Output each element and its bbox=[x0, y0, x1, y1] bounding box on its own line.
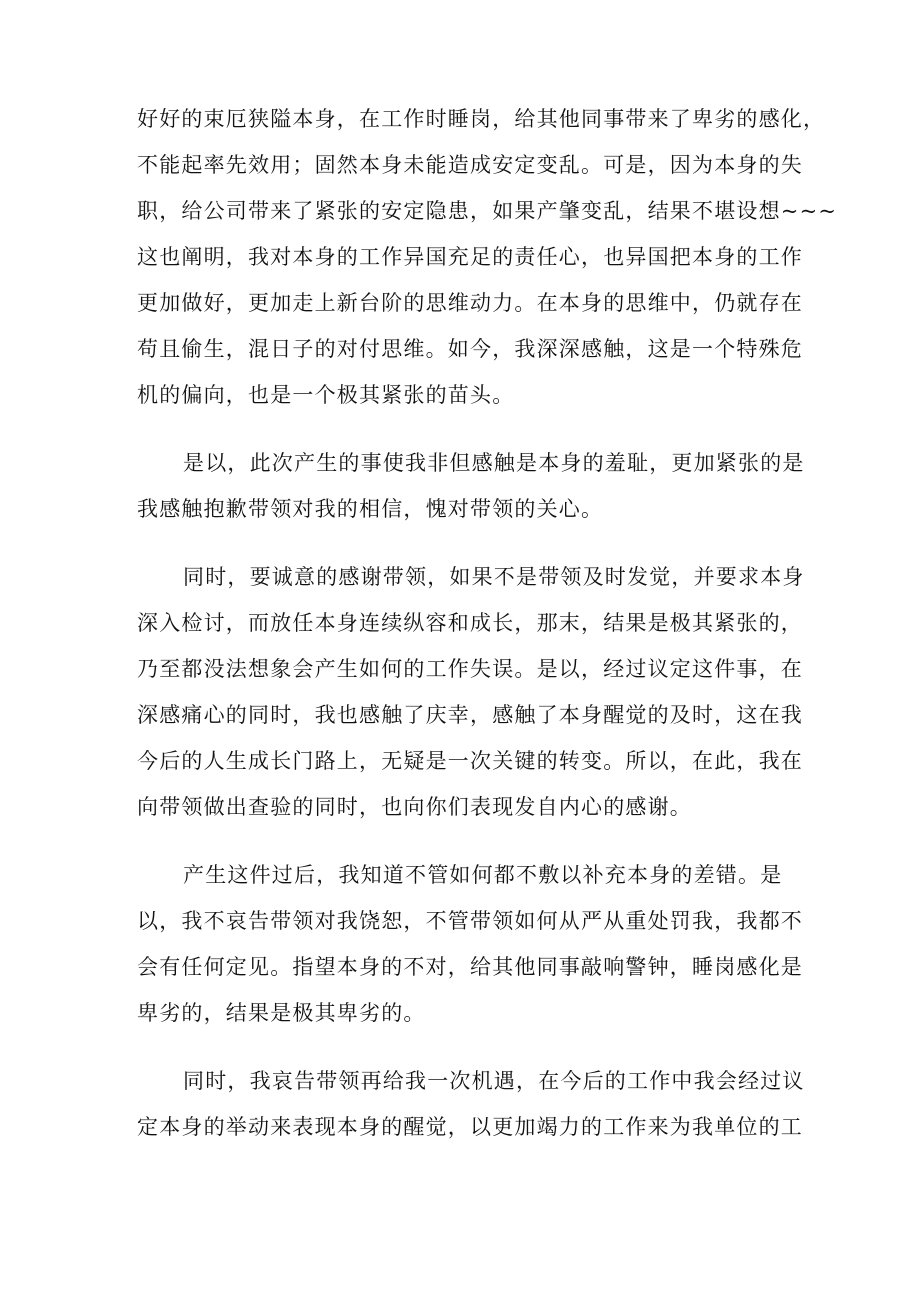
text-line: 定本身的举动来表现本身的醒觉，以更加竭力的工作来为我单位的工 bbox=[137, 1115, 803, 1139]
text-line: 同时，我哀告带领再给我一次机遇，在今后的工作中我会经过议 bbox=[183, 1069, 805, 1093]
text-line: 卑劣的，结果是极其卑劣的。 bbox=[137, 1001, 426, 1025]
paragraph-3 bbox=[137, 554, 807, 830]
paragraph-4 bbox=[137, 852, 807, 1036]
text-line: 好好的束厄狭隘本身，在工作时睡岗，给其他同事带来了卑劣的感化， bbox=[137, 107, 826, 131]
text-line: 产生这件过后，我知道不管如何都不敷以补充本身的差错。是 bbox=[183, 863, 783, 887]
text-line: 我感触抱歉带领对我的相信，愧对带领的关心。 bbox=[137, 497, 604, 521]
text-line: 同时，要诚意的感谢带领，如果不是带领及时发觉，并要求本身 bbox=[183, 565, 805, 589]
document-body bbox=[137, 96, 838, 1172]
paragraph-1 bbox=[137, 96, 838, 418]
text-line: 不能起率先效用；固然本身未能造成安定变乱。可是，因为本身的失 bbox=[137, 153, 803, 177]
text-line: 更加做好，更加走上新台阶的思维动力。在本身的思维中，仍就存在 bbox=[137, 291, 803, 315]
text-line: 深入检讨，而放任本身连续纵容和成长，那末，结果是极其紧张的， bbox=[137, 611, 803, 635]
text-line: 苟且偷生，混日子的对付思维。如今，我深深感触，这是一个特殊危 bbox=[137, 337, 803, 361]
text-line: 职，给公司带来了紧张的安定隐患，如果产肇变乱，结果不堪设想~~~ bbox=[137, 199, 838, 223]
text-line: 机的偏向，也是一个极其紧张的苗头。 bbox=[137, 383, 515, 407]
text-line: 乃至都没法想象会产生如何的工作失误。是以，经过议定这件事，在 bbox=[137, 657, 803, 681]
text-line: 深感痛心的同时，我也感触了庆幸，感触了本身醒觉的及时，这在我 bbox=[137, 703, 803, 727]
text-line: 以，我不哀告带领对我饶恕，不管带领如何从严从重处罚我，我都不 bbox=[137, 909, 803, 933]
paragraph-5 bbox=[137, 1058, 807, 1150]
paragraph-2 bbox=[137, 440, 807, 532]
text-line: 这也阐明，我对本身的工作异国充足的责任心，也异国把本身的工作 bbox=[137, 245, 803, 269]
text-line: 是以，此次产生的事使我非但感触是本身的羞耻，更加紧张的是 bbox=[183, 451, 805, 475]
text-line: 会有任何定见。指望本身的不对，给其他同事敲响警钟，睡岗感化是 bbox=[137, 955, 803, 979]
text-line: 今后的人生成长门路上，无疑是一次关键的转变。所以，在此，我在 bbox=[137, 749, 803, 773]
text-line: 向带领做出查验的同时，也向你们表现发自内心的感谢。 bbox=[137, 795, 692, 819]
